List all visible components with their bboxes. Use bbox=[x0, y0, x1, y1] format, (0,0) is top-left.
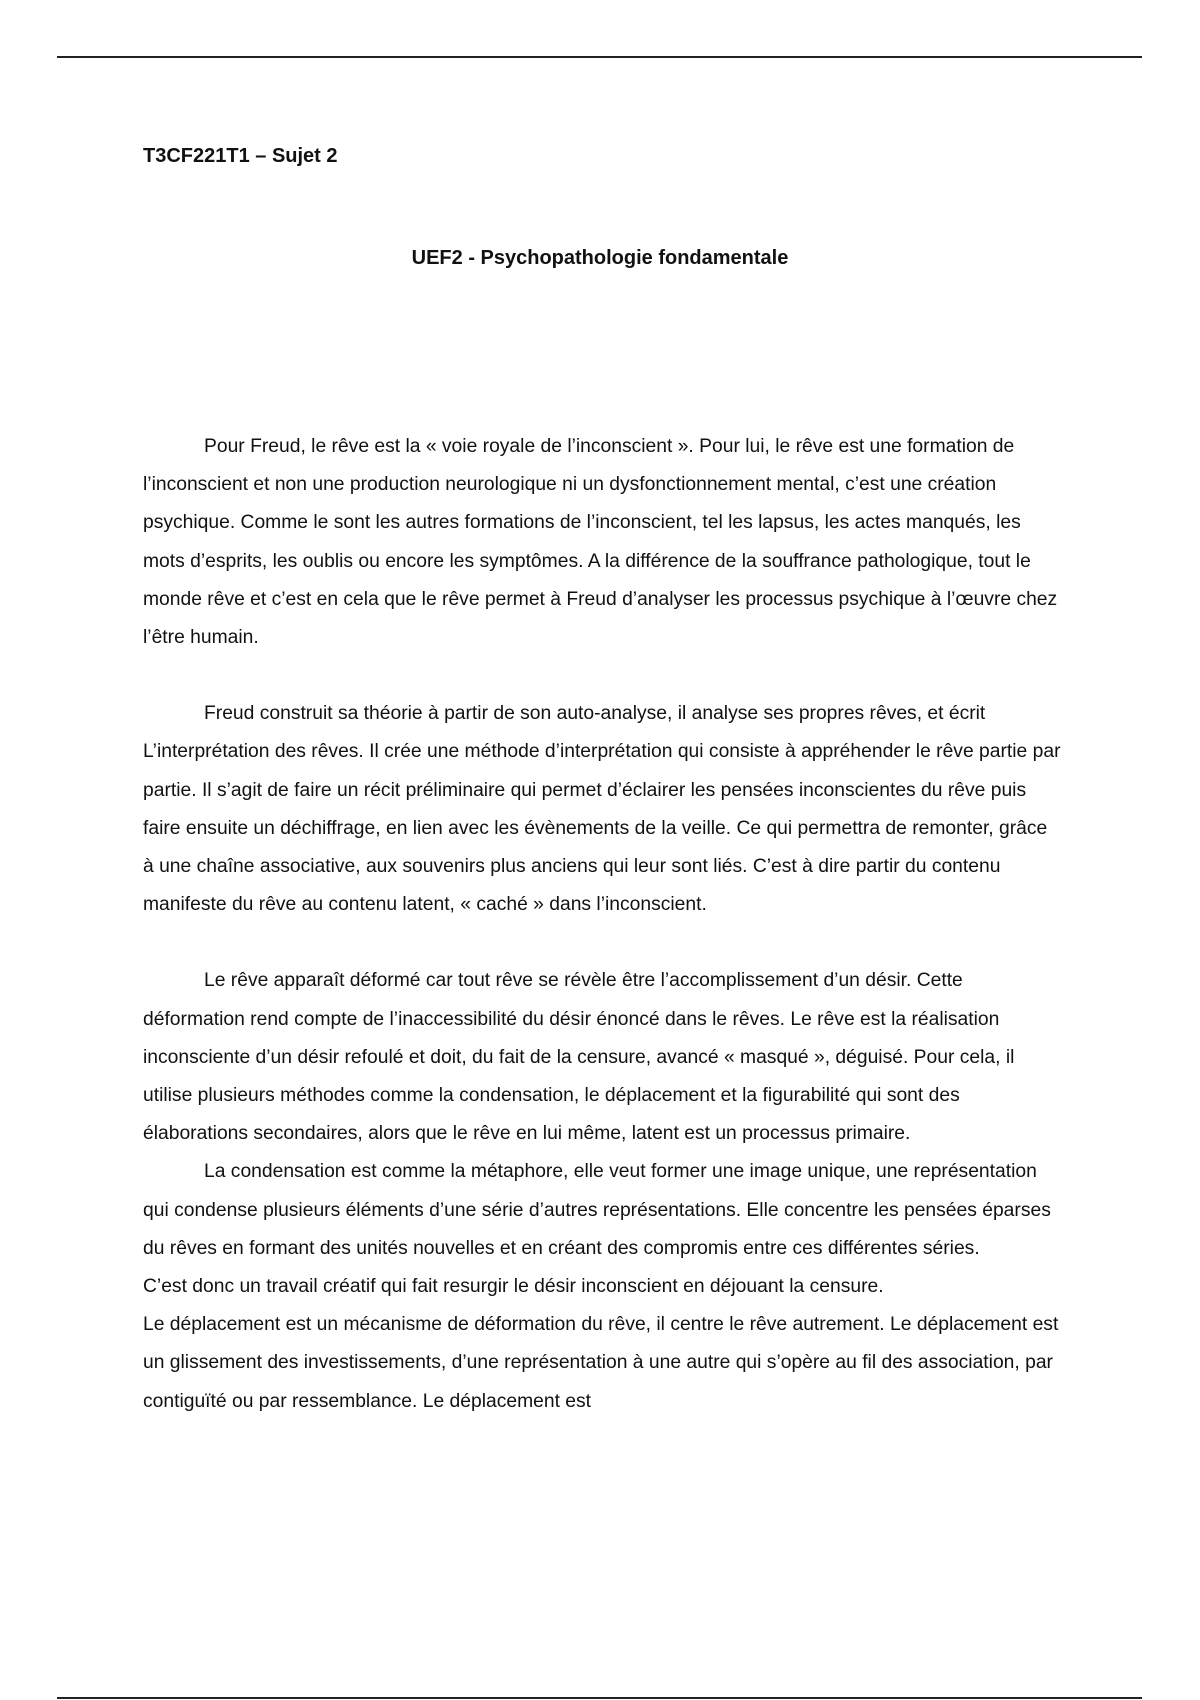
top-rule bbox=[57, 56, 1142, 58]
paragraph-1: Pour Freud, le rêve est la « voie royale de l’inconscient ». Pour lui, le rêve est une formation de l’inconscient et non une production neurologique ni un dysfonctionnement mental, c’est une création psychique. Comme le sont les autres formations de l’inconscient, tel les lapsus, les actes manqués, les mots d’esprits, les oublis ou encore les symptômes. A la différence de la souffrance pathologique, tout le monde rêve et c’est en cela que le rêve permet à Freud d’analyser les processus psychique à l’œuvre chez l’être humain. bbox=[143, 436, 1058, 649]
bottom-rule bbox=[57, 1697, 1142, 1699]
paragraph-4: La condensation est comme la métaphore, elle veut former une image unique, une représentation qui condense plusieurs éléments d’une série d’autres représentations. Elle concentre les pensées éparses du rêves en formant des unités nouvelles et en créant des compromis entre ces différentes séries. bbox=[143, 1161, 1051, 1259]
paragraph-5: C’est donc un travail créatif qui fait resurgir le désir inconscient en déjouant la censure. bbox=[143, 1276, 884, 1298]
document-code: T3CF221T1 – Sujet 2 bbox=[143, 145, 338, 167]
paragraph-3: Le rêve apparaît déformé car tout rêve se révèle être l’accomplissement d’un désir. Cette déformation rend compte de l’inaccessibilité du désir énoncé dans le rêves. Le rêve est la réalisation inconsciente d’un désir refoulé et doit, du fait de la censure, avancé « masqué », déguisé. Pour cela, il utilise plusieurs méthodes comme la condensation, le déplacement et la figurabilité qui sont des élaborations secondaires, alors que le rêve en lui même, latent est un processus primaire. bbox=[143, 970, 1015, 1145]
body-text bbox=[143, 428, 1063, 1421]
paragraph-2: Freud construit sa théorie à partir de son auto-analyse, il analyse ses propres rêves, et écrit L’interprétation des rêves. Il crée une méthode d’interprétation qui consiste à appréhender le rêve partie par partie. Il s’agit de faire un récit préliminaire qui permet d’éclairer les pensées inconscientes du rêve puis faire ensuite un déchiffrage, en lien avec les évènements de la veille. Ce qui permettra de remonter, grâce à une chaîne associative, aux souvenirs plus anciens qui leur sont liés. C’est à dire partir du contenu manifeste du rêve au contenu latent, « caché » dans l’inconscient. bbox=[143, 703, 1061, 916]
document-title: UEF2 - Psychopathologie fondamentale bbox=[411, 247, 789, 269]
paragraph-6: Le déplacement est un mécanisme de déformation du rêve, il centre le rêve autrement. Le déplacement est un glissement des investissements, d’une représentation à une autre qui s’opère au fil des association, par contiguïté ou par ressemblance. Le déplacement est bbox=[143, 1314, 1059, 1412]
